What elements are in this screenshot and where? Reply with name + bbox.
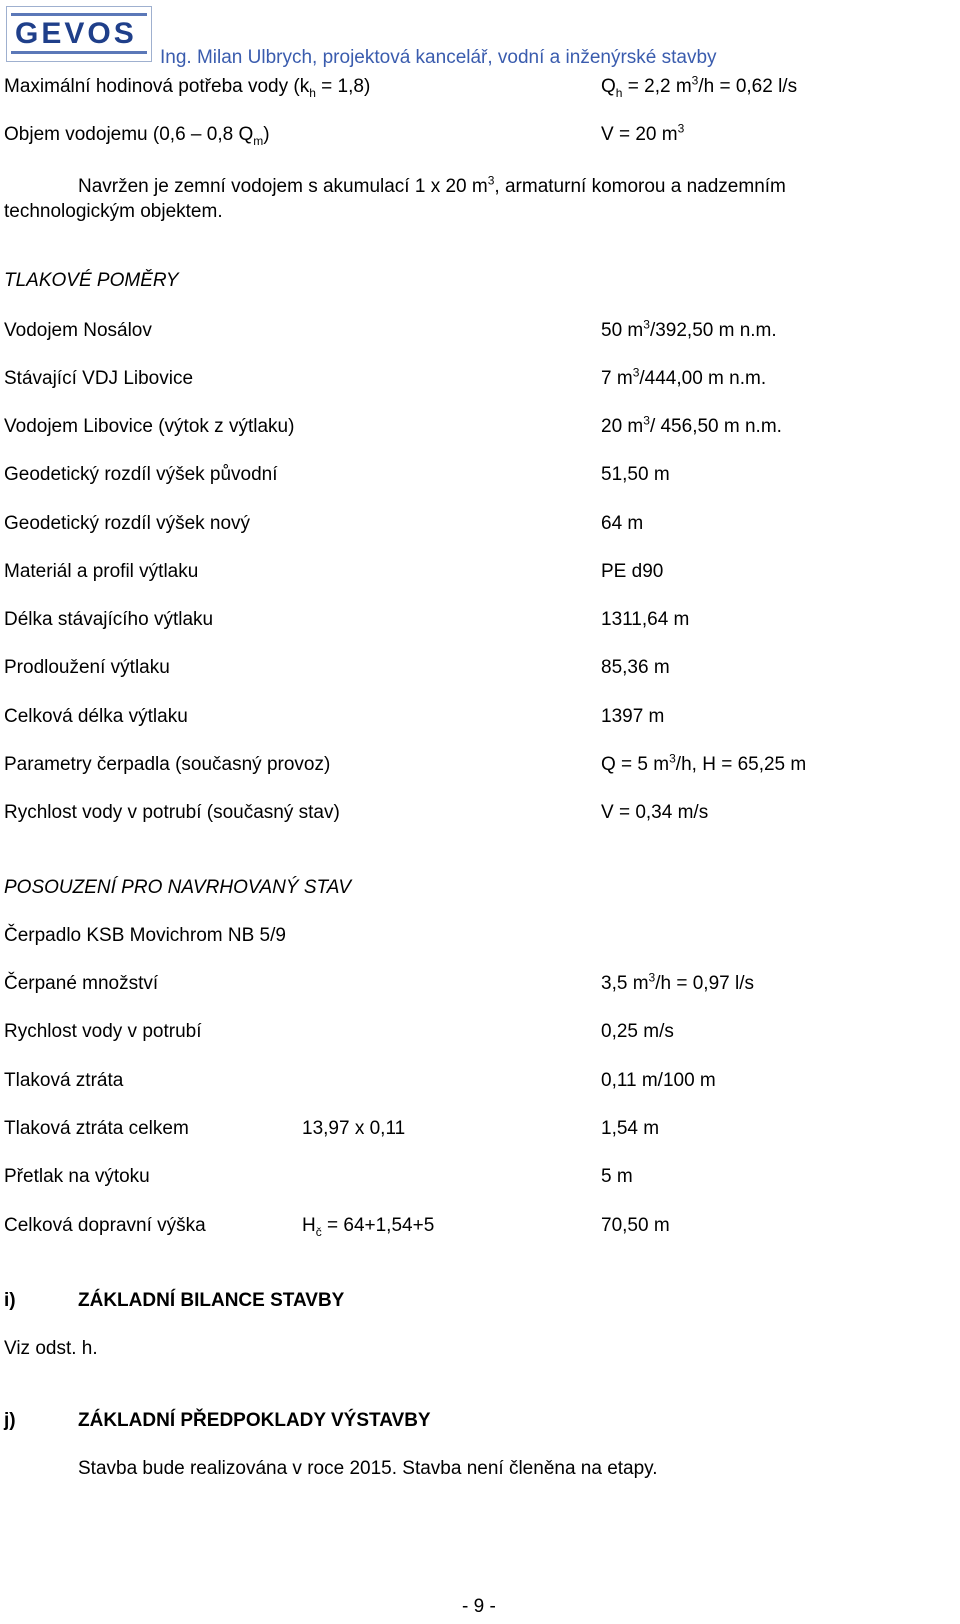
tlak-row-label: Vodojem Nosálov [4,320,152,341]
posouzeni-row-label: Celková dopravní výška [4,1215,206,1236]
section-i-title: ZÁKLADNÍ BILANCE STAVBY [78,1290,345,1311]
section-i-text: Viz odst. h. [4,1338,98,1359]
posouzeni-row-label: Tlaková ztráta celkem [4,1118,189,1139]
posouzeni-row-label: Rychlost vody v potrubí [4,1021,202,1042]
tlak-row-value: Q = 5 $m^3/h$, H = 65,25 m [601,751,807,775]
posouzeni-row-value: 3,5 $m^3/h = 0,97$ l/s [601,970,754,994]
tlak-row-value: 51,50 m [601,464,670,485]
posouzeni-row-value: 1,54 m [601,1118,660,1139]
section-j-text: Stavba bude realizována v roce 2015. Stavba není členěna na etapy. [78,1458,658,1479]
tlak-row-value: 20 $m^3/$ 456,50 m n.m. [601,413,782,437]
posouzeni-row-value: 5 m [601,1166,633,1187]
page-number: - 9 - [462,1596,496,1617]
posouzeni-row-value: 70,50 m [601,1215,670,1236]
posouzeni-row-value: 0,25 m/s [601,1021,674,1042]
section-title-posouzeni: POSOUZENÍ PRO NAVRHOVANÝ STAV [4,877,352,898]
logo-bottom-bar [11,51,147,54]
tlak-row-label: Stávající VDJ Libovice [4,368,194,389]
posouzeni-row-label: Tlaková ztráta [4,1070,124,1091]
tlak-row-label: Materiál a profil výtlaku [4,561,199,582]
logo-top-bar [11,13,147,16]
top-row-value-0: $Q_h = 2,2$ $m^3/h = 0,62$ l/s [601,73,798,100]
tlak-row-label: Rychlost vody v potrubí (současný stav) [4,802,340,823]
tlak-row-label: Délka stávajícího výtlaku [4,609,214,630]
intro-text-b: , armaturní komorou a nadzemním [494,176,786,197]
posouzeni-row-formula: $H_č = 64+1,54+5$ [302,1215,435,1239]
tlak-row-label: Parametry čerpadla (současný provoz) [4,754,331,775]
tlak-row-value: 64 m [601,513,644,534]
intro-sup: 3 [487,173,495,188]
tlak-row-value: 1397 m [601,706,665,727]
top-row-label-0: Maximální hodinová potřeba vody $(k_h = 1,8)$ [4,76,371,100]
posouzeni-row-label: Přetlak na výtoku [4,1166,150,1187]
top-row-value-1: V = 20 $m^3$ [601,121,685,145]
posouzeni-row-formula: 13,97 x 0,11 [302,1118,406,1139]
tlak-row-label: Geodetický rozdíl výšek nový [4,513,251,534]
section-title-tlak: TLAKOVÉ POMĚRY [4,270,179,291]
logo-text: GEVOS [15,17,137,50]
posouzeni-row-label: Čerpané množství [4,973,159,994]
tlak-row-value: PE d90 [601,561,664,582]
tlak-row-label: Celková délka výtlaku [4,706,188,727]
posouzeni-row-value: 0,11 m/100 m [601,1070,716,1091]
tlak-row-value: 7 $m^3/444,00$ m n.m. [601,365,767,389]
company-header: Ing. Milan Ulbrych, projektová kancelář, vodní a inženýrské stavby [160,47,717,68]
tlak-row-label: Vodojem Libovice (výtok z výtlaku) [4,416,295,437]
company-logo [6,6,152,62]
pump-name: Čerpadlo KSB Movichrom NB 5/9 [4,925,286,946]
section-j-title: ZÁKLADNÍ PŘEDPOKLADY VÝSTAVBY [78,1410,431,1431]
tlak-row-value: V = 0,34 m/s [601,802,709,823]
tlak-row-value: 50 $m^3/392,50$ m n.m. [601,317,777,341]
top-row-label-1: Objem vodojemu (0,6 – 0,8 $Q_m$) [4,124,270,148]
intro-paragraph [4,174,938,224]
tlak-row-label: Geodetický rozdíl výšek původní [4,464,278,485]
intro-text-a: Navržen je zemní vodojem s akumulací 1 x 20 m [78,176,488,197]
intro-line-1 [4,174,938,199]
tlak-row-label: Prodloužení výtlaku [4,657,170,678]
section-j-letter: j) [4,1410,16,1431]
tlak-row-value: 85,36 m [601,657,670,678]
tlak-row-value: 1311,64 m [601,609,690,630]
section-i-letter: i) [4,1290,16,1311]
intro-line-2: technologickým objektem. [4,201,223,222]
